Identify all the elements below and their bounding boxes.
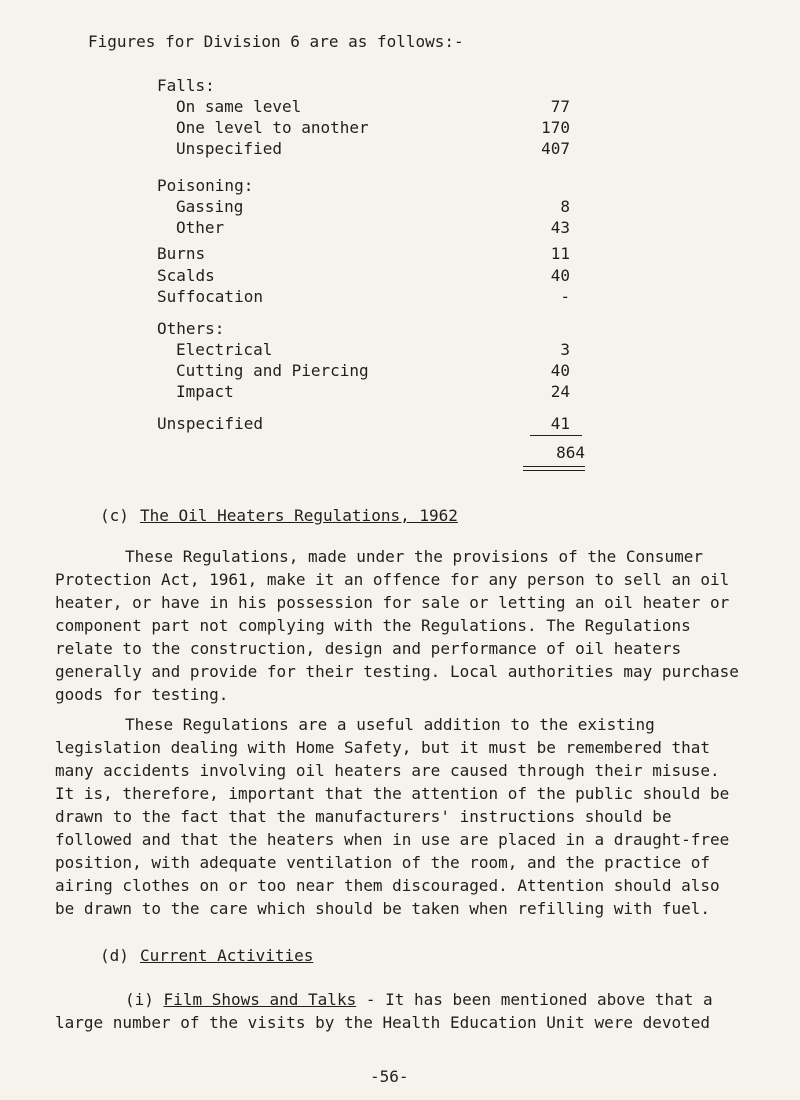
unspecified-value: 41 [550,414,570,433]
falls-row-label: One level to another [176,118,369,137]
section-c-marker: (c) [100,506,129,525]
section-d-marker: (d) [100,946,129,965]
misc-row-label: Scalds [157,266,215,285]
falls-row-value: 77 [550,97,570,116]
subsection-text: - It has been mentioned above that a large number of the visits by the Health Education Unit were devoted [55,990,713,1032]
others-row-value: 24 [550,382,570,401]
poisoning-row-value: 8 [560,197,570,216]
subtotal-rule [530,435,582,436]
falls-row-value: 170 [541,118,570,137]
section-c-paragraph-1: These Regulations, made under the provisions of the Consumer Protection Act, 1961, make it an offence for any person to sell an oil heater, or have in his possession for sale or letting an oil heater or component part not complying with the Regulations. The Regulations relate to the construction, design and performance of oil heaters generally and provide for their testing. Local authorities may purchase goods for testing. [55,547,739,704]
others-heading: Others: [157,319,225,338]
falls-row-label: On same level [176,97,302,116]
poisoning-heading: Poisoning: [157,176,254,195]
poisoning-row-label: Gassing [176,197,244,216]
falls-row-label: Unspecified [176,139,282,158]
total-double-rule-top [523,466,585,467]
page-number: -56- [370,1067,409,1086]
misc-row-value: 40 [550,266,570,285]
misc-row-label: Burns [157,244,206,263]
unspecified-label: Unspecified [157,414,263,433]
subsection-title: Film Shows and Talks [163,990,357,1009]
intro-line: Figures for Division 6 are as follows:- [88,32,464,51]
others-row-label: Impact [176,382,234,401]
poisoning-row-label: Other [176,218,225,237]
poisoning-row-value: 43 [550,218,570,237]
subsection-marker: (i) [125,990,154,1009]
total-value: 864 [556,443,585,462]
others-row-value: 40 [550,361,570,380]
total-double-rule-bottom [523,470,585,471]
misc-row-value: - [560,287,570,306]
misc-row-label: Suffocation [157,287,263,306]
falls-heading: Falls: [157,76,215,95]
others-row-label: Cutting and Piercing [176,361,369,380]
others-row-label: Electrical [176,340,273,359]
others-row-value: 3 [560,340,570,359]
falls-row-value: 407 [541,139,570,158]
section-d-paragraph [55,988,745,1034]
section-d-title: Current Activities [140,946,314,965]
section-c-paragraph-2: These Regulations are a useful addition to the existing legislation dealing with Home Safety, but it must be remembered that many accidents involving oil heaters are caused through their misuse. It is, therefore, important that the attention of the public should be drawn to the fact that the manufacturers' instructions should be followed and that the heaters when in use are placed in a draught-free position, with adequate ventilation of the room, and the practice of airing clothes on or too near them discouraged. Attention should also be drawn to the care which should be taken when refilling with fuel. [55,715,730,918]
section-c-title: The Oil Heaters Regulations, 1962 [140,506,458,525]
misc-row-value: 11 [550,244,570,263]
